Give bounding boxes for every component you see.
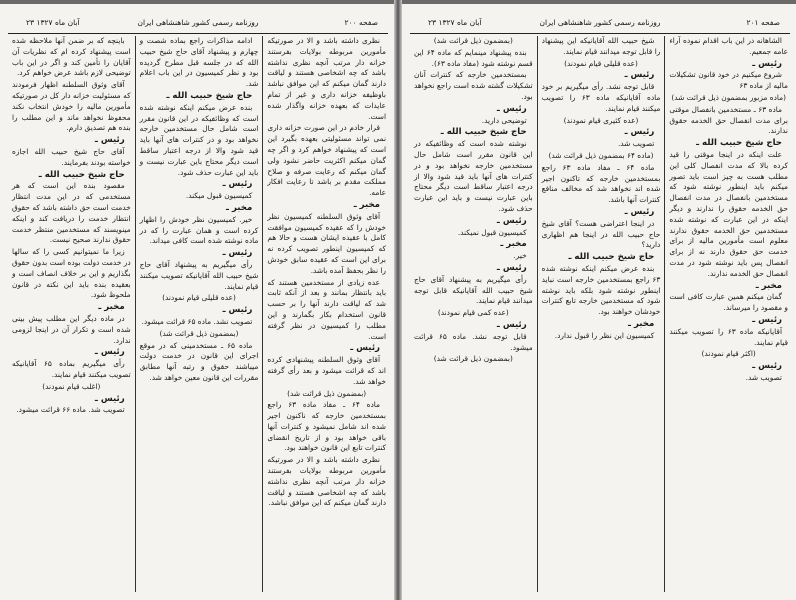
- paragraph: آقای وثوق السلطنه پیشنهادی کرده اند که قرائت میشود و بعد رأی گرفته خواهد شد.: [267, 355, 386, 386]
- paragraph: رأی میگیریم به پیشنهاد آقای حاج شیخ حبیب الله آقایانیکه تصویب میکنند قیام نمایند.: [139, 259, 259, 291]
- paragraph: ماده ۶۴ ـ مفاد ماده ۶۳ راجع بمستخدمین خارجه که ناکنون اجیر شده اند شامل نمیشود و کنترات آنها باقی خواهد بود و از تاریخ انقضای کنترات تابع این قانون خواهند بود.: [267, 400, 386, 453]
- speaker-name: [414, 127, 533, 138]
- paragraph: گمان میکنم همین عبارت کافی است و مقصود را میرساند.: [669, 292, 788, 313]
- newspaper-title: روزنامه رسمی کشور شاهنشاهی ایران: [137, 18, 259, 27]
- page-left: [0, 4, 396, 600]
- paragraph: توضیحی دارید.: [481, 115, 527, 125]
- speaker-label: رئیس ـ: [222, 248, 253, 259]
- paragraph: رأی میگیریم به پیشنهاد آقای حاج شیخ حبیب الله آقایانیکه قابل توجه میدانند قیام نمایند.: [413, 274, 533, 306]
- paragraph: تصویب شد. ماده ۶۶ قرائت میشود.: [16, 405, 125, 415]
- speaker-name: [542, 252, 661, 263]
- columns: [410, 36, 792, 592]
- paragraph: زیرا ما نمیتوانیم کسی را که سالها در خدمت دولت بوده است بدون حقوق بگذاریم و این بر خلاف انصاف است و بعقیده بنده باید این نکته در قانون ملحوظ شود.: [11, 247, 131, 300]
- speaker-name: [669, 59, 788, 70]
- book-gutter: [394, 0, 402, 600]
- paragraph: عده زیادی از مستخدمین هستند که باید بانتظار بمانند و بعد از آنکه ثابت شد که لیاقت دارند آنها را بر حسب قانون استخدام بکار بگمارند و این مطلب را کمیسیون در نظر گرفته است.: [267, 277, 386, 341]
- paragraph: نظری داشته باشد و الا در صورتیکه مأمورین مربوطه بولایات بفرستند خزانه دار مرتب آنچه نظری نداشته باشد که چه اشخاصی هستند و لیاقت دارند گمان میکنم که این موافق نباشد باوظیفه خزانه داری و غیر از تمام عایدات که بعهده خزانه واگذار شده است.: [267, 36, 386, 121]
- text-column: [538, 36, 666, 592]
- paragraph: رأی میگیریم بماده ۶۵ آقایانیکه تصویب میکنند قیام نمایند.: [11, 359, 131, 379]
- paragraph: کمیسیون این نظر را قبول ندارد.: [554, 330, 655, 340]
- speaker-name: [669, 138, 788, 149]
- text-column: [8, 36, 136, 592]
- paragraph: آقای وثوق السلطنه اظهار فرمودند که مسئولیت خزانه دار کل در صورتیکه مأمورین مالیه را خودش انتخاب نکند محفوظ نخواهد ماند و این مطلب را بنده هم تصدیق دارم.: [11, 80, 131, 133]
- text-column: [665, 36, 792, 592]
- speaker-label: رئیس ـ: [624, 127, 655, 138]
- speaker-label: مخبر ـ: [628, 318, 655, 329]
- speaker-name: [414, 216, 533, 227]
- paragraph: آقایانیکه ماده ۶۳ را تصویب میکنند قیام نمایند.: [669, 326, 788, 347]
- speaker-name: [414, 104, 533, 115]
- speaker-name: [542, 70, 661, 81]
- speaker-label: رئیس ـ: [496, 319, 527, 330]
- paragraph: بنده عرض میکنم اینکه نوشته شده ۶۳ راجع بمستخدمین خارجه است نباید اینطور نوشته شود بلکه باید نوشته شود که مستخدمین خارجه تابع کنترات خودشان خواهند بود.: [541, 263, 661, 317]
- speaker-name: [140, 248, 259, 259]
- speaker-label: رئیس ـ: [752, 314, 782, 325]
- speaker-name: [267, 200, 386, 211]
- paragraph: شروع میکنیم در خود قانون تشکیلات مالیه از ماده ۶۳: [669, 70, 788, 91]
- paragraph: قرار خادم در این صورت خزانه داری نمی تواند مسئولیتی بعهده بگیرد این است که پیشنهاد خواهم کرد و اگر چه گمان میکنم اکثریت حاضر نشود ولی گمان میکنم که رعایت صرفه و صلاح مملکت مقدم بر باشد تا رعایت افکار عامه.: [267, 123, 386, 198]
- procedural-note: (بمضمون ذیل قرائت شد): [433, 354, 513, 364]
- speaker-name: [542, 207, 661, 218]
- speaker-name: [12, 135, 131, 146]
- speaker-name: [414, 263, 533, 274]
- paragraph: ماده ۶۳ ـ مستخدمین بانفصال موقتی برای مدت انفصال حق الخدمه حقوق ندارند.: [669, 104, 788, 136]
- header-rule: [410, 33, 790, 34]
- speaker-label: حاج شیخ حبیب الله ـ: [38, 169, 125, 180]
- page-header: [410, 16, 790, 30]
- speaker-label: حاج شیخ حبیب الله ـ: [696, 138, 782, 149]
- speaker-label: رئیس ـ: [496, 103, 527, 114]
- speaker-name: [140, 91, 259, 102]
- speaker-label: مخبر ـ: [500, 239, 527, 250]
- page-header: [8, 16, 388, 30]
- page-number: صفحه ۲۰۰: [344, 18, 378, 27]
- paragraph: در اینجا اعتراضی هست؟ آقای شیخ حاج حبیب الله در اینجا هم اظهاری دارید؟: [541, 218, 661, 250]
- speaker-label: رئیس ـ: [222, 305, 253, 316]
- page-number: صفحه ۲۰۱: [746, 18, 780, 27]
- paragraph: تصویب نشد. ماده ۶۵ قرائت میشود.: [141, 316, 253, 326]
- speaker-name: [12, 302, 131, 313]
- speaker-name: [12, 347, 131, 358]
- procedural-note: (بمضمون ذیل قرائت شد): [287, 388, 367, 398]
- speaker-label: حاج شیخ حبیب الله ـ: [440, 127, 527, 138]
- paragraph: نظری داشته باشد و الا در صورتیکه مأمورین مربوطه بولایات بفرستند خزانه دار مرتب آنچه نظری نداشته باشد که چه اشخاصی هستند و لیاقت دارند گمان میکنم که این موافق نباشد.: [267, 455, 386, 508]
- speaker-label: رئیس ـ: [496, 215, 527, 226]
- procedural-note: (اغلب قیام نمودند): [42, 381, 101, 391]
- text-column: [263, 36, 390, 592]
- speaker-name: [140, 203, 259, 214]
- paragraph: ادامه مذاکرات راجع بماده شصت و چهارم و پیشنهاد آقای حاج شیخ حبیب الله که در جلسه قبل مطرح گردیده بود و نظر کمیسیون در این باب اعلام شد.: [139, 36, 259, 89]
- paragraph: بمستخدمین خارجه که کنترات آنان تشکیلات گشته شده است راجع نخواهد بود.: [413, 70, 533, 101]
- speaker-name: [12, 170, 131, 181]
- speaker-name: [414, 320, 533, 331]
- speaker-name: [414, 239, 533, 250]
- paragraph: در ماده دیگر این مطلب پیش بینی شده است و تکرار آن در اینجا لزومی ندارد.: [11, 313, 131, 345]
- paragraph: نوشته شده است که وظائفیکه در این قانون مقرر است شامل حال مستخدمین خارجه نخواهد بود و در کنترات های آنها باید قید شود والا از درجه اعتبار ساقط است دیگر محتاج باین عبارت نیست و باید این عبارت حذف شود.: [413, 139, 533, 213]
- procedural-note: (عده قلیلی قیام نمودند): [564, 58, 638, 68]
- procedural-note: (عده کثیری قیام نمودند): [563, 115, 639, 125]
- paragraph: قابل توجه نشد. رأی میگیریم بر خود ماده آقایانیکه ماده ۶۳ را تصویب میکنند قیام نمایند.: [541, 82, 661, 113]
- paragraph: بنده عرض میکنم اینکه نوشته شده است که وظائفیکه در این قانون مقرر است شامل حال مستخدمین خارجه نخواهد بود و در کنترات های آنها باید قید شود والا از درجه اعتبار ساقط است دیگر محتاج باین عبارت نیست و باید این عبارت حذف شود.: [139, 102, 259, 177]
- text-column: [410, 36, 538, 592]
- paragraph: قابل توجه نشد. ماده ۶۵ قرائت میشود.: [413, 331, 533, 352]
- speaker-name: [267, 343, 386, 354]
- speaker-name: [669, 315, 788, 326]
- paragraph: کمیسیون قبول میکند.: [185, 191, 253, 201]
- paragraph: باینچه که بر ضمن آنها ملاحظه شده است پیشنهاد کرده ام که نظریات آن آقایان را تأمین کند و اگر در این باب توضیحی لازم باشد عرض خواهم کرد.: [11, 36, 131, 78]
- paragraph: آقای حاج شیخ حبیب الله اجازه خواسته بودند بفرمایند.: [11, 146, 131, 167]
- procedural-note: (ماده ۶۴ بمضمون ذیل قرائت شد): [548, 150, 654, 160]
- procedural-note: (عده کمی قیام نمودند): [437, 308, 509, 318]
- speaker-name: [140, 305, 259, 316]
- paragraph: کمیسیون قبول نمیکند.: [457, 227, 527, 237]
- paragraph: تصویب شد.: [745, 372, 782, 382]
- paragraph: خیر. کمیسیون نظر خودش را اظهار کرده است و همان عبارت را که در ماده نوشته شده است کافی میداند.: [139, 214, 259, 246]
- paragraph: ماده ۶۵ ـ مستخدمینی که در موقع اجرای این قانون در خدمت دولت میباشند حقوق و رتبه آنها مطابق مقررات این قانون معین خواهد شد.: [139, 340, 259, 382]
- text-column: [136, 36, 264, 592]
- speaker-label: مخبر ـ: [755, 280, 782, 291]
- speaker-label: حاج شیخ حبیب الله ـ: [166, 90, 253, 101]
- paragraph: شیخ حبیب الله آقایانیکه این پیشنهاد را قابل توجه میدانند قیام نمایند.: [541, 36, 661, 56]
- issue-date: ۲۳ آبان ماه ۱۳۲۷: [26, 18, 80, 27]
- speaker-label: مخبر ـ: [98, 302, 125, 313]
- speaker-label: مخبر ـ: [226, 202, 253, 213]
- speaker-name: [669, 281, 788, 292]
- header-rule: [8, 33, 388, 34]
- speaker-label: رئیس ـ: [496, 262, 527, 273]
- speaker-label: رئیس ـ: [624, 206, 655, 217]
- speaker-label: رئیس ـ: [624, 70, 655, 81]
- paragraph: علت اینکه در اینجا موقتی را قید کرده بالا که مدت انفصال کلی این مطلب هست به چیز است باید تصور میکنم باید اینطور نوشته شود که مستخدمین بانفصال در مدت انفصال حق الخدمه حقوق را ندارند و دیگر اینکه در این عبارت که نوشته شده مستخدمین حق الخدمه حقوق ندارند معلوم است مأمورین مالیه از برای خدمت حق حقوق دارند نه از برای انفصال پس باید نوشته شود در مدت انفصال حق الخدمه ندارند.: [669, 149, 788, 278]
- speaker-name: [669, 361, 788, 372]
- procedural-note: (اکثر قیام نمودند): [701, 349, 756, 359]
- speaker-label: مخبر ـ: [353, 199, 380, 210]
- speaker-label: رئیس ـ: [752, 361, 782, 372]
- speaker-name: [140, 179, 259, 190]
- speaker-label: رئیس ـ: [350, 343, 380, 354]
- paragraph: خیر.: [513, 251, 527, 261]
- paragraph: آقای وثوق السلطنه کمیسیون نظر خودش را که عقیده کمیسیون موافقت کامل با عقیده ایشان هست و حالا هم که کمیسیون اینطور تصویب کرده نه برای این است که عقیده سابق خودش را نظر بحفظ آمده باشد.: [267, 211, 386, 275]
- newspaper-title: روزنامه رسمی کشور شاهنشاهی ایران: [539, 18, 661, 27]
- speaker-label: رئیس ـ: [752, 58, 782, 69]
- paragraph: ماده ۶۴ ـ مفاد ماده ۶۳ راجع بمستخدمین خارجه که تاکنون اجیر شده اند نخواهد شد که مخالف منافع کنترات آنها باشد.: [541, 162, 661, 205]
- speaker-label: رئیس ـ: [94, 135, 125, 146]
- speaker-label: رئیس ـ: [94, 393, 125, 404]
- speaker-label: رئیس ـ: [222, 179, 253, 190]
- procedural-note: (عده قلیلی قیام نمودند): [162, 293, 236, 303]
- columns: [8, 36, 390, 592]
- paragraph: مقصود بنده این است که هر مستخدمی که در این مدت انتظار خدمت است حق داشته باشد که حقوق انتظار خدمت را دریافت کند و اینکه مینویسند که مستخدمین منتظر خدمت حقوق ندارند صحیح نیست.: [11, 181, 131, 245]
- procedural-note: (بمضمون ذیل قرائت شد): [433, 36, 513, 45]
- issue-date: ۲۳ آبان ماه ۱۳۲۷: [428, 18, 482, 27]
- speaker-name: [542, 319, 661, 330]
- procedural-note: (ماده مزبور بمضمون ذیل قرائت شد): [671, 92, 786, 102]
- page-right: [400, 4, 796, 600]
- paragraph: الشاهانه در این باب اقدام نموده آراء عامه جمعیم.: [669, 36, 788, 56]
- speaker-label: رئیس ـ: [94, 347, 125, 358]
- paragraph: تصویب شد.: [617, 139, 655, 149]
- paragraph: بنده پیشنهاد مینمایم که ماده ۶۴ این قسم نوشته شود (مفاد ماده ۶۳).: [413, 47, 533, 68]
- procedural-note: (بمضمون ذیل قرائت شد): [159, 328, 239, 338]
- speaker-name: [542, 127, 661, 138]
- speaker-name: [12, 394, 131, 405]
- speaker-label: حاج شیخ حبیب الله ـ: [568, 252, 655, 263]
